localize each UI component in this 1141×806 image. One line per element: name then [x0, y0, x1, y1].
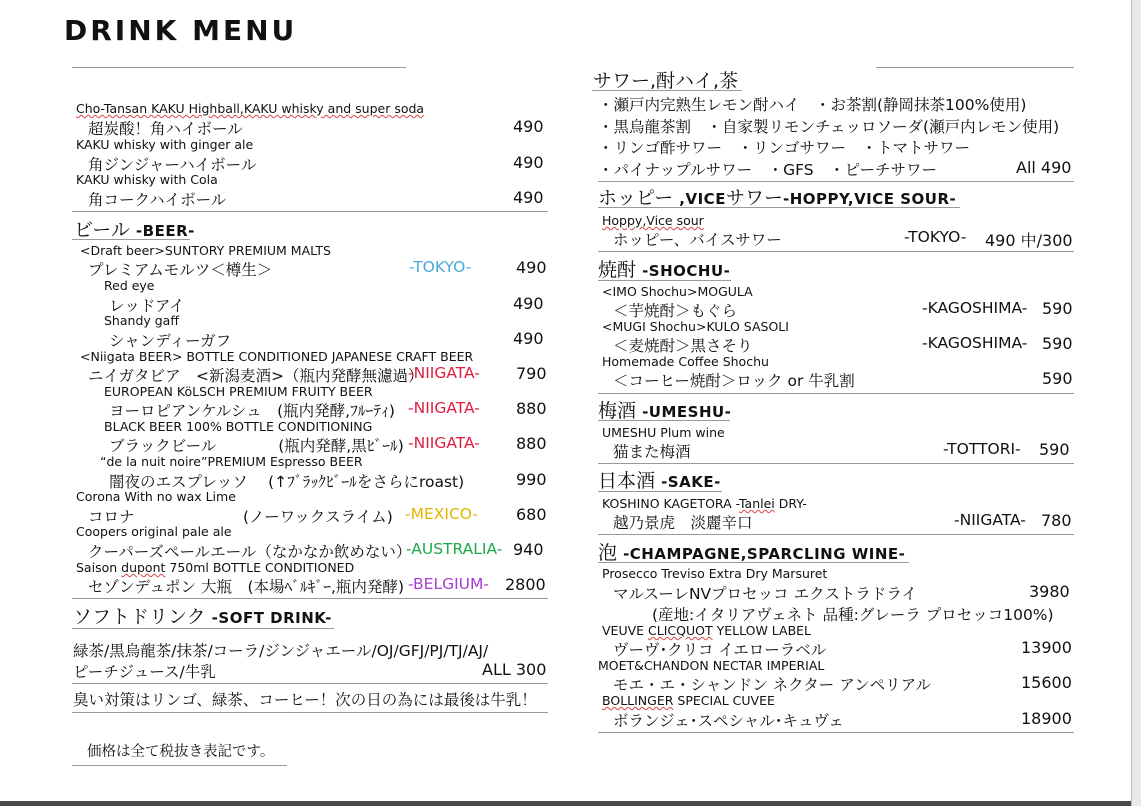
item-en: BLACK BEER 100% BOTTLE CONDITIONING	[104, 419, 373, 434]
item-origin: -NIIGATA-	[408, 364, 480, 382]
divider	[72, 712, 548, 713]
item-origin: -KAGOSHIMA-	[922, 299, 1028, 317]
item-jp: ＜芋焼酎＞もぐら	[613, 302, 738, 320]
sour-list-row: ・リンゴ酢サワー ・リンゴサワー ・トマトサワー	[598, 139, 971, 157]
item-en-part: Cho-Tansan KAKU Highball,KAKU whisky and super soda	[76, 101, 425, 116]
item-jp: シャンディーガフ	[109, 332, 232, 350]
item-jp: 越乃景虎 淡麗辛口	[613, 514, 753, 532]
item-price: 490	[513, 117, 544, 136]
sour-list-row: ・黒烏龍茶割 ・自家製リモンチェッロソーダ(瀬戸内レモン使用)	[598, 118, 1060, 136]
item-price: 490	[513, 153, 544, 172]
divider	[598, 393, 1074, 394]
item-en-part: BOLLINGER	[602, 693, 674, 708]
item-en: EUROPEAN KöLSCH PREMIUM FRUITY BEER	[104, 384, 373, 399]
soft-drink-list: ピーチジュース/牛乳	[73, 663, 216, 681]
item-price: 940	[513, 540, 544, 559]
item-price: 590	[1042, 299, 1073, 318]
item-jp: コロナ (ノーワックスライム)	[88, 508, 393, 526]
heading-jp: 日本酒	[598, 470, 656, 492]
item-price: ALL 300	[482, 660, 547, 679]
item-price: 2800	[505, 575, 546, 594]
heading-en: -HOPPY,VICE SOUR-	[782, 190, 957, 208]
item-price: 490	[516, 258, 547, 277]
item-en: KAKU whisky with Cola	[76, 172, 218, 187]
item-en: Prosecco Treviso Extra Dry Marsuret	[602, 566, 828, 581]
item-origin: -KAGOSHIMA-	[922, 334, 1028, 352]
item-en-part: dupont	[121, 560, 166, 575]
item-en: Shandy gaff	[104, 313, 179, 328]
divider	[598, 732, 1074, 733]
item-price: 990	[516, 470, 547, 489]
item-price: 680	[516, 505, 547, 524]
divider	[72, 628, 334, 629]
section-heading-hoppy	[598, 183, 956, 210]
item-en: <Niigata BEER> BOTTLE CONDITIONED JAPANESE CRAFT BEER	[80, 349, 474, 364]
divider	[598, 207, 960, 208]
divider	[72, 598, 548, 599]
item-jp: 角コークハイボール	[88, 191, 227, 209]
divider	[592, 90, 742, 91]
item-en	[76, 560, 354, 575]
item-price: 790	[516, 364, 547, 383]
heading-en: ,VICE	[679, 190, 726, 208]
item-jp: ヨーロピアンケルシュ (瓶内発酵,ﾌﾙｰﾃｨ)	[109, 402, 395, 420]
item-jp: 角ジンジャーハイボール	[88, 156, 257, 174]
heading-en: -SAKE-	[661, 473, 721, 491]
sour-list-row: ・パイナップルサワー ・GFS ・ピーチサワー	[598, 161, 937, 179]
item-jp: 猫また梅酒	[613, 443, 691, 461]
item-jp: ＜麦焼酎＞黒さそり	[613, 337, 753, 355]
divider	[876, 67, 1074, 68]
section-heading-champagne	[598, 538, 905, 565]
divider	[598, 181, 1074, 182]
divider	[72, 239, 190, 240]
item-jp: セゾンデュポン 大瓶 (本場ﾍﾞﾙｷﾞｰ,瓶内発酵)	[88, 578, 404, 596]
item-jp: マルスーレNVプロセッコ エクストラドライ	[613, 585, 917, 603]
item-en	[602, 623, 811, 638]
item-en: <Draft beer>SUNTORY PREMIUM MALTS	[80, 243, 331, 258]
item-origin: -BELGIUM-	[408, 575, 489, 593]
item-price: 780	[1041, 511, 1072, 530]
divider	[598, 420, 730, 421]
item-price: 490	[513, 188, 544, 207]
item-jp: ブラックビール (瓶内発酵,黒ﾋﾞｰﾙ)	[109, 437, 404, 455]
divider	[72, 683, 548, 684]
heading-en: -SHOCHU-	[642, 262, 731, 280]
soft-drink-list: 緑茶/黒烏龍茶/抹茶/コーラ/ジンジャエール/OJ/GFJ/PJ/TJ/AJ/	[73, 642, 489, 660]
section-heading-beer	[74, 215, 195, 242]
item-price: 490 中/300	[985, 231, 1073, 250]
item-jp: 超炭酸！角ハイボール	[88, 120, 243, 138]
divider	[598, 534, 1074, 535]
item-en-part: Hoppy,Vice sour	[602, 213, 704, 228]
item-en-part: VEUVE	[602, 623, 649, 638]
item-price: 15600	[1021, 673, 1072, 692]
item-origin: -TOKYO-	[409, 258, 472, 276]
heading-en: -SOFT DRINK-	[211, 609, 332, 627]
divider	[598, 280, 731, 281]
item-en-part: CLICQUOT	[648, 623, 713, 638]
item-en: <MUGI Shochu>KULO SASOLI	[602, 319, 789, 334]
divider	[598, 251, 1074, 252]
item-en-part: KOSHINO KAGETORA -	[602, 496, 739, 511]
item-price: 590	[1042, 334, 1073, 353]
item-jp: ヴーヴ･クリコ イエローラベル	[613, 641, 827, 659]
heading-en: -UMESHU-	[642, 403, 732, 421]
item-en: MOET&CHANDON NECTAR IMPERIAL	[598, 658, 825, 673]
item-jp: ニイガタビア <新潟麦酒>（瓶内発酵無濾過）	[88, 367, 424, 385]
menu-title: DRINK MENU	[64, 14, 298, 47]
item-en: Homemade Coffee Shochu	[602, 354, 769, 369]
tax-note: 価格は全て税抜き表記です。	[87, 744, 275, 760]
item-en-part: YELLOW LABEL	[712, 623, 812, 638]
section-heading-umeshu	[598, 396, 731, 423]
item-en: Red eye	[104, 278, 155, 293]
item-origin: -AUSTRALIA-	[406, 540, 503, 558]
item-price: 490	[513, 329, 544, 348]
item-jp: モエ・エ・シャンドン ネクター アンペリアル	[613, 676, 931, 694]
item-price: 3980	[1029, 582, 1070, 601]
section-heading-sake	[598, 466, 721, 493]
item-en: <IMO Shochu>MOGULA	[602, 284, 753, 299]
item-en: UMESHU Plum wine	[602, 425, 725, 440]
window-bottom-edge	[0, 801, 1131, 806]
window-right-edge	[1131, 0, 1141, 806]
divider	[598, 562, 909, 563]
section-heading-sour: サワー,酎ハイ,茶	[593, 70, 739, 92]
heading-jp: 焼酎	[598, 259, 637, 281]
item-jp: ホッピー、バイスサワー	[613, 231, 782, 249]
item-price: 880	[516, 399, 547, 418]
heading-jp: ソフトドリンク	[73, 606, 206, 628]
menu-note: 臭い対策はリンゴ、緑茶、コーヒー！次の日の為には最後は牛乳！	[73, 691, 537, 709]
item-jp: レッドアイ	[109, 297, 185, 315]
divider	[598, 491, 722, 492]
item-jp: クーパーズペールエール（なかなか飲めない）	[88, 543, 412, 561]
item-origin: -NIIGATA-	[408, 399, 480, 417]
item-en: “de la nuit noire”PREMIUM Espresso BEER	[100, 454, 363, 469]
item-en-part: SPECIAL CUVEE	[673, 693, 775, 708]
item-jp: プレミアムモルツ＜樽生＞	[88, 261, 273, 279]
sour-list-row: ・瀬戸内完熟生レモン酎ハイ ・お茶割(静岡抹茶100%使用)	[598, 96, 1027, 114]
item-jp: ＜コーヒー焼酎＞ロック or 牛乳割	[613, 372, 855, 390]
heading-jp: 泡	[598, 542, 618, 564]
section-heading-shochu	[598, 255, 730, 282]
item-en: Coopers original pale ale	[76, 524, 232, 539]
item-price: 18900	[1021, 709, 1072, 728]
item-en-part: Tanlei	[738, 496, 775, 511]
item-origin: -TOKYO-	[904, 228, 967, 246]
item-en-part: DRY-	[774, 496, 807, 511]
item-price: All 490	[1016, 158, 1072, 177]
item-origin: -TOTTORI-	[943, 440, 1021, 458]
heading-en: -CHAMPAGNE,SPARCLING WINE-	[623, 545, 906, 563]
section-heading-soft-drink	[73, 602, 332, 629]
heading-jp: ビール	[74, 219, 130, 241]
item-price: 590	[1039, 440, 1070, 459]
heading-jp: ホッピー	[598, 187, 674, 209]
item-origin: -MEXICO-	[405, 505, 478, 523]
divider	[72, 211, 548, 212]
item-origin: -NIIGATA-	[408, 434, 480, 452]
item-en: KAKU whisky with ginger ale	[76, 137, 254, 152]
item-price: 590	[1042, 369, 1073, 388]
item-note: (産地:イタリアヴェネト 品種:グレーラ プロセッコ100%)	[652, 606, 1054, 624]
item-en-part: Saison	[76, 560, 118, 575]
item-en-part: 750ml BOTTLE CONDITIONED	[165, 560, 355, 575]
item-jp: 闇夜のエスプレッソ (↑ﾌﾞﾗｯｸﾋﾞｰﾙをさらにroast)	[109, 473, 465, 491]
item-price: 490	[513, 294, 544, 313]
item-en	[76, 101, 424, 116]
item-en	[602, 213, 704, 228]
heading-jp: 梅酒	[598, 400, 637, 422]
item-en: Corona With no wax Lime	[76, 489, 236, 504]
item-price: 880	[516, 434, 547, 453]
item-en	[602, 496, 807, 511]
divider	[598, 463, 1074, 464]
heading-en: -BEER-	[135, 222, 195, 240]
heading-jp: サワー	[725, 187, 783, 209]
item-price: 13900	[1021, 638, 1072, 657]
divider	[72, 765, 287, 766]
item-origin: -NIIGATA-	[954, 511, 1026, 529]
item-jp: ボランジェ･スペシャル･キュヴェ	[613, 712, 844, 730]
divider	[72, 67, 406, 68]
item-en	[602, 693, 775, 708]
